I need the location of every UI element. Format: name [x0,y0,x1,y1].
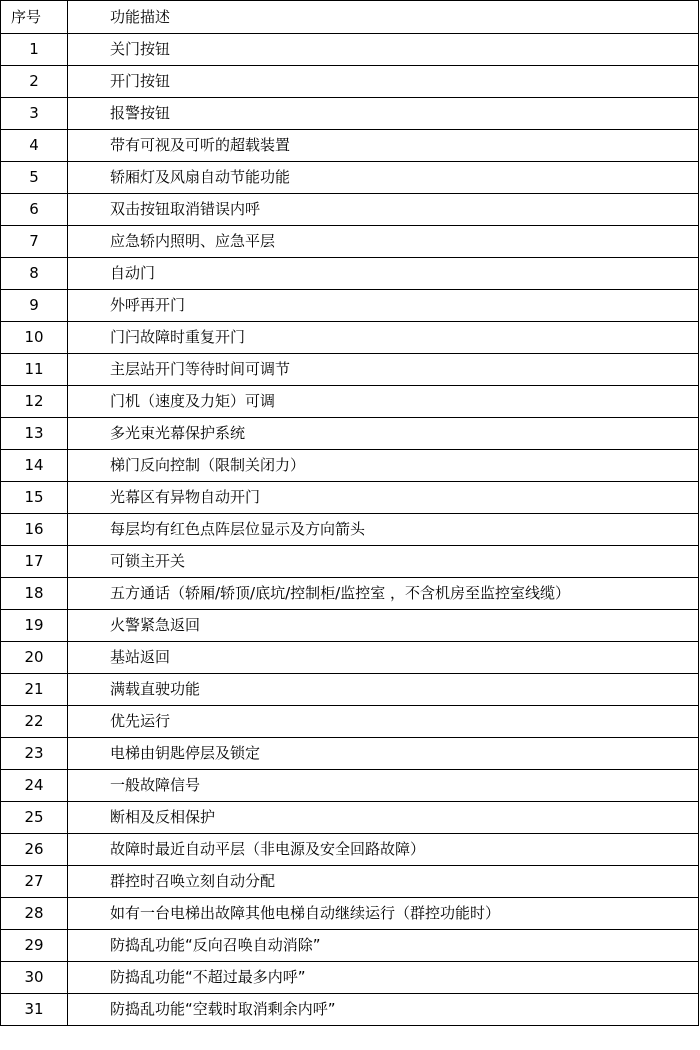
serial-number-cell: 25 [1,802,68,834]
table-header-row [1,1,699,34]
serial-number-cell: 21 [1,674,68,706]
serial-number-cell: 30 [1,962,68,994]
serial-number-cell: 1 [1,34,68,66]
serial-number-cell: 18 [1,578,68,610]
header-function-description: 功能描述 [68,1,699,34]
function-description-cell: 优先运行 [68,706,699,738]
serial-number-cell: 5 [1,162,68,194]
function-description-cell: 一般故障信号 [68,770,699,802]
function-description-cell: 电梯由钥匙停层及锁定 [68,738,699,770]
table-row [1,642,699,674]
serial-number-cell: 28 [1,898,68,930]
table-row [1,34,699,66]
serial-number-cell: 8 [1,258,68,290]
function-description-cell: 每层均有红色点阵层位显示及方向箭头 [68,514,699,546]
serial-number-cell: 9 [1,290,68,322]
function-description-cell: 外呼再开门 [68,290,699,322]
serial-number-cell: 17 [1,546,68,578]
table-row [1,514,699,546]
serial-number-cell: 12 [1,386,68,418]
table-row [1,194,699,226]
table-row [1,770,699,802]
function-description-cell: 报警按钮 [68,98,699,130]
function-description-cell: 双击按钮取消错误内呼 [68,194,699,226]
table-row [1,898,699,930]
function-description-cell: 断相及反相保护 [68,802,699,834]
serial-number-cell: 2 [1,66,68,98]
table-row [1,930,699,962]
table-row [1,866,699,898]
function-description-cell: 轿厢灯及风扇自动节能功能 [68,162,699,194]
table-row [1,258,699,290]
serial-number-cell: 16 [1,514,68,546]
function-description-cell: 满载直驶功能 [68,674,699,706]
table-row [1,98,699,130]
table-row [1,322,699,354]
table-row [1,450,699,482]
serial-number-cell: 27 [1,866,68,898]
header-serial-number: 序号 [1,1,68,34]
serial-number-cell: 4 [1,130,68,162]
function-description-cell: 开门按钮 [68,66,699,98]
function-description-cell: 带有可视及可听的超载装置 [68,130,699,162]
function-description-cell: 故障时最近自动平层（非电源及安全回路故障） [68,834,699,866]
function-description-cell: 光幕区有异物自动开门 [68,482,699,514]
table-row [1,546,699,578]
serial-number-cell: 24 [1,770,68,802]
serial-number-cell: 19 [1,610,68,642]
serial-number-cell: 20 [1,642,68,674]
serial-number-cell: 23 [1,738,68,770]
table-row [1,130,699,162]
function-description-cell: 如有一台电梯出故障其他电梯自动继续运行（群控功能时） [68,898,699,930]
function-description-cell: 门闩故障时重复开门 [68,322,699,354]
serial-number-cell: 14 [1,450,68,482]
serial-number-cell: 13 [1,418,68,450]
function-description-cell: 主层站开门等待时间可调节 [68,354,699,386]
function-description-cell: 基站返回 [68,642,699,674]
table-row [1,386,699,418]
serial-number-cell: 22 [1,706,68,738]
table-row [1,962,699,994]
table-row [1,738,699,770]
table-row [1,610,699,642]
table-row [1,674,699,706]
serial-number-cell: 29 [1,930,68,962]
table-row [1,802,699,834]
table-row [1,354,699,386]
table-row [1,578,699,610]
function-description-cell: 自动门 [68,258,699,290]
table-row [1,994,699,1026]
function-description-cell: 关门按钮 [68,34,699,66]
table-row [1,834,699,866]
function-description-cell: 门机（速度及力矩）可调 [68,386,699,418]
serial-number-cell: 3 [1,98,68,130]
function-description-cell: 多光束光幕保护系统 [68,418,699,450]
serial-number-cell: 15 [1,482,68,514]
serial-number-cell: 31 [1,994,68,1026]
function-description-cell: 防捣乱功能“空载时取消剩余内呼” [68,994,699,1026]
function-description-cell: 火警紧急返回 [68,610,699,642]
function-description-cell: 应急轿内照明、应急平层 [68,226,699,258]
table-row [1,482,699,514]
function-description-cell: 防捣乱功能“反向召唤自动消除” [68,930,699,962]
table-row [1,418,699,450]
table-row [1,290,699,322]
table-row [1,226,699,258]
serial-number-cell: 26 [1,834,68,866]
serial-number-cell: 10 [1,322,68,354]
serial-number-cell: 7 [1,226,68,258]
table-row [1,66,699,98]
function-description-cell: 可锁主开关 [68,546,699,578]
function-description-cell: 梯门反向控制（限制关闭力） [68,450,699,482]
table-row [1,706,699,738]
serial-number-cell: 6 [1,194,68,226]
table-body [1,34,699,1026]
function-description-cell: 防捣乱功能“不超过最多内呼” [68,962,699,994]
serial-number-cell: 11 [1,354,68,386]
table-row [1,162,699,194]
function-description-cell: 五方通话（轿厢/轿顶/底坑/控制柜/监控室 ，不含机房至监控室线缆） [68,578,699,610]
function-description-cell: 群控时召唤立刻自动分配 [68,866,699,898]
